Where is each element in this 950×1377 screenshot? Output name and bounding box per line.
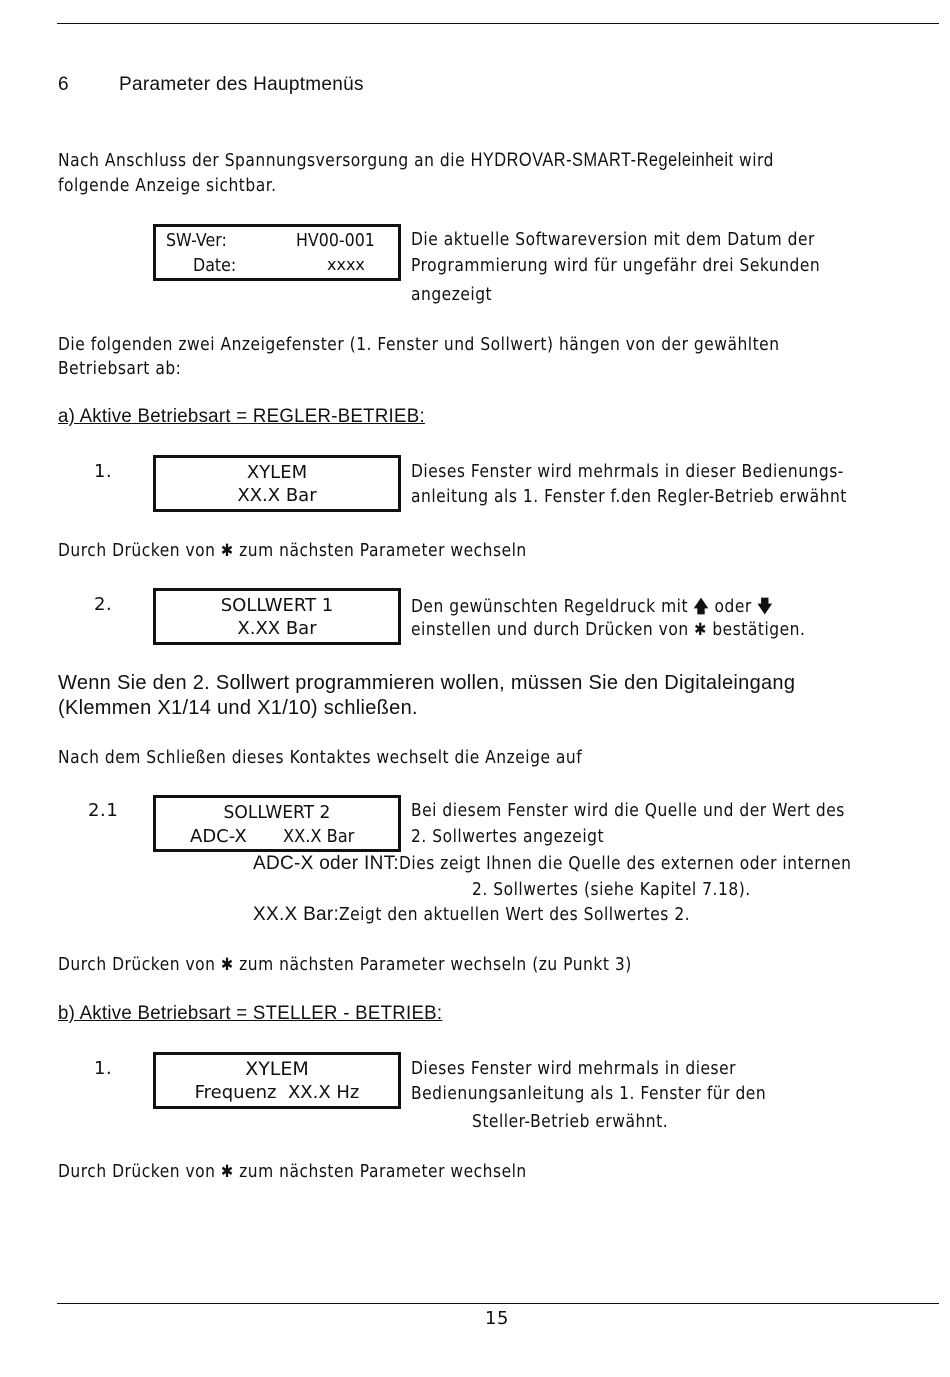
item-b1-number: 1. bbox=[94, 1058, 113, 1079]
asterisk-icon: ✱ bbox=[220, 955, 234, 975]
adc-label: ADC-X oder INT: bbox=[253, 853, 399, 874]
lcd-b1 bbox=[153, 1052, 401, 1109]
lcd-b1-line1: XYLEM bbox=[245, 1058, 309, 1080]
asterisk-icon: ✱ bbox=[694, 620, 707, 640]
sw-desc-3: angezeigt bbox=[411, 284, 493, 305]
lcd-a1-line1: XYLEM bbox=[246, 462, 308, 483]
section-title: Parameter des Hauptmenüs bbox=[119, 74, 364, 95]
bar-label: XX.X Bar: bbox=[253, 904, 340, 925]
section-number: 6 bbox=[58, 74, 69, 95]
item-a21-number: 2.1 bbox=[88, 800, 119, 821]
lcd-a21-line1: SOLLWERT 2 bbox=[223, 802, 331, 823]
top-rule bbox=[57, 23, 939, 24]
adc-line-2: 2. Sollwertes (siehe Kapitel 7.18). bbox=[472, 879, 751, 900]
next-param-a21: Durch Drücken von ✱ zum nächsten Parameter wechseln (zu Punkt 3) bbox=[58, 954, 632, 975]
adc-line: ADC-X oder INT:Dies zeigt Ihnen die Quelle des externen oder internen bbox=[253, 853, 852, 874]
section-a-title: a) Aktive Betriebsart = REGLER-BETRIEB: bbox=[58, 406, 425, 427]
contact-note: Nach dem Schließen dieses Kontaktes wechselt die Anzeige auf bbox=[58, 747, 583, 768]
arrow-up-icon: 🡅 bbox=[693, 597, 710, 617]
next-param-b1: Durch Drücken von ✱ zum nächsten Parameter wechseln bbox=[58, 1161, 527, 1182]
a21-desc-1: Bei diesem Fenster wird die Quelle und der Wert des bbox=[411, 800, 845, 821]
intro-line-2: folgende Anzeige sichtbar. bbox=[58, 175, 277, 196]
lcd-a21 bbox=[153, 795, 401, 852]
sw-desc-1: Die aktuelle Softwareversion mit dem Datum der bbox=[411, 229, 815, 250]
arrow-down-icon: 🡇 bbox=[757, 597, 773, 617]
lcd-a21-line2b: XX.X Bar bbox=[283, 826, 355, 847]
lcd-a2-line2: X.XX Bar bbox=[237, 618, 317, 639]
item-a2-number: 2. bbox=[94, 594, 113, 615]
lcd-sw-value: HV00-001 bbox=[296, 230, 375, 251]
lcd-a1 bbox=[153, 455, 401, 512]
a2-desc-2: einstellen und durch Drücken von ✱ bestätigen. bbox=[411, 619, 806, 640]
a1-desc-2: anleitung als 1. Fenster f.den Regler-Betrieb erwähnt bbox=[411, 486, 847, 507]
dependency-line-2: Betriebsart ab: bbox=[58, 358, 182, 379]
b1-desc-1: Dieses Fenster wird mehrmals in dieser bbox=[411, 1058, 737, 1079]
lcd-date-label: Date: bbox=[193, 255, 237, 276]
setpoint2-note-2: (Klemmen X1/14 und X1/10) schließen. bbox=[58, 697, 418, 719]
bottom-rule bbox=[57, 1303, 939, 1304]
sw-desc-2: Programmierung wird für ungefähr drei Sekunden bbox=[411, 255, 821, 276]
item-a1-number: 1. bbox=[94, 461, 113, 482]
lcd-a2 bbox=[153, 588, 401, 645]
b1-desc-2: Bedienungsanleitung als 1. Fenster für den bbox=[411, 1083, 767, 1104]
setpoint2-note-1: Wenn Sie den 2. Sollwert programmieren wollen, müssen Sie den Digitaleingang bbox=[58, 672, 796, 694]
bar-line: XX.X Bar:Zeigt den aktuellen Wert des Sollwertes 2. bbox=[253, 904, 691, 925]
lcd-sw-label: SW-Ver: bbox=[166, 230, 227, 251]
section-b-title: b) Aktive Betriebsart = STELLER - BETRIEB: bbox=[58, 1003, 443, 1024]
lcd-a1-line2: XX.X Bar bbox=[237, 485, 317, 506]
asterisk-icon: ✱ bbox=[220, 541, 234, 561]
a1-desc-1: Dieses Fenster wird mehrmals in dieser Bedienungs- bbox=[411, 461, 844, 482]
next-param-a1: Durch Drücken von ✱ zum nächsten Parameter wechseln bbox=[58, 540, 527, 561]
asterisk-icon: ✱ bbox=[220, 1162, 234, 1182]
a21-desc-2: 2. Sollwertes angezeigt bbox=[411, 826, 605, 847]
dependency-line-1: Die folgenden zwei Anzeigefenster (1. Fenster und Sollwert) hängen von der gewählten bbox=[58, 334, 780, 355]
a2-desc-1: Den gewünschten Regeldruck mit 🡅 oder 🡇 bbox=[411, 596, 773, 617]
intro-line-1: Nach Anschluss der Spannungsversorgung an die HYDROVAR-SMART-Regeleinheit wird bbox=[58, 150, 775, 171]
page-number: 15 bbox=[485, 1308, 510, 1329]
lcd-b1-line2: Frequenz XX.X Hz bbox=[194, 1082, 360, 1103]
b1-desc-3: Steller-Betrieb erwähnt. bbox=[472, 1111, 669, 1132]
lcd-a21-line2a: ADC-X bbox=[190, 826, 247, 847]
lcd-a2-line1: SOLLWERT 1 bbox=[220, 595, 334, 616]
lcd-date-value: xxxx bbox=[327, 255, 365, 274]
lcd-sw-version bbox=[153, 224, 401, 281]
